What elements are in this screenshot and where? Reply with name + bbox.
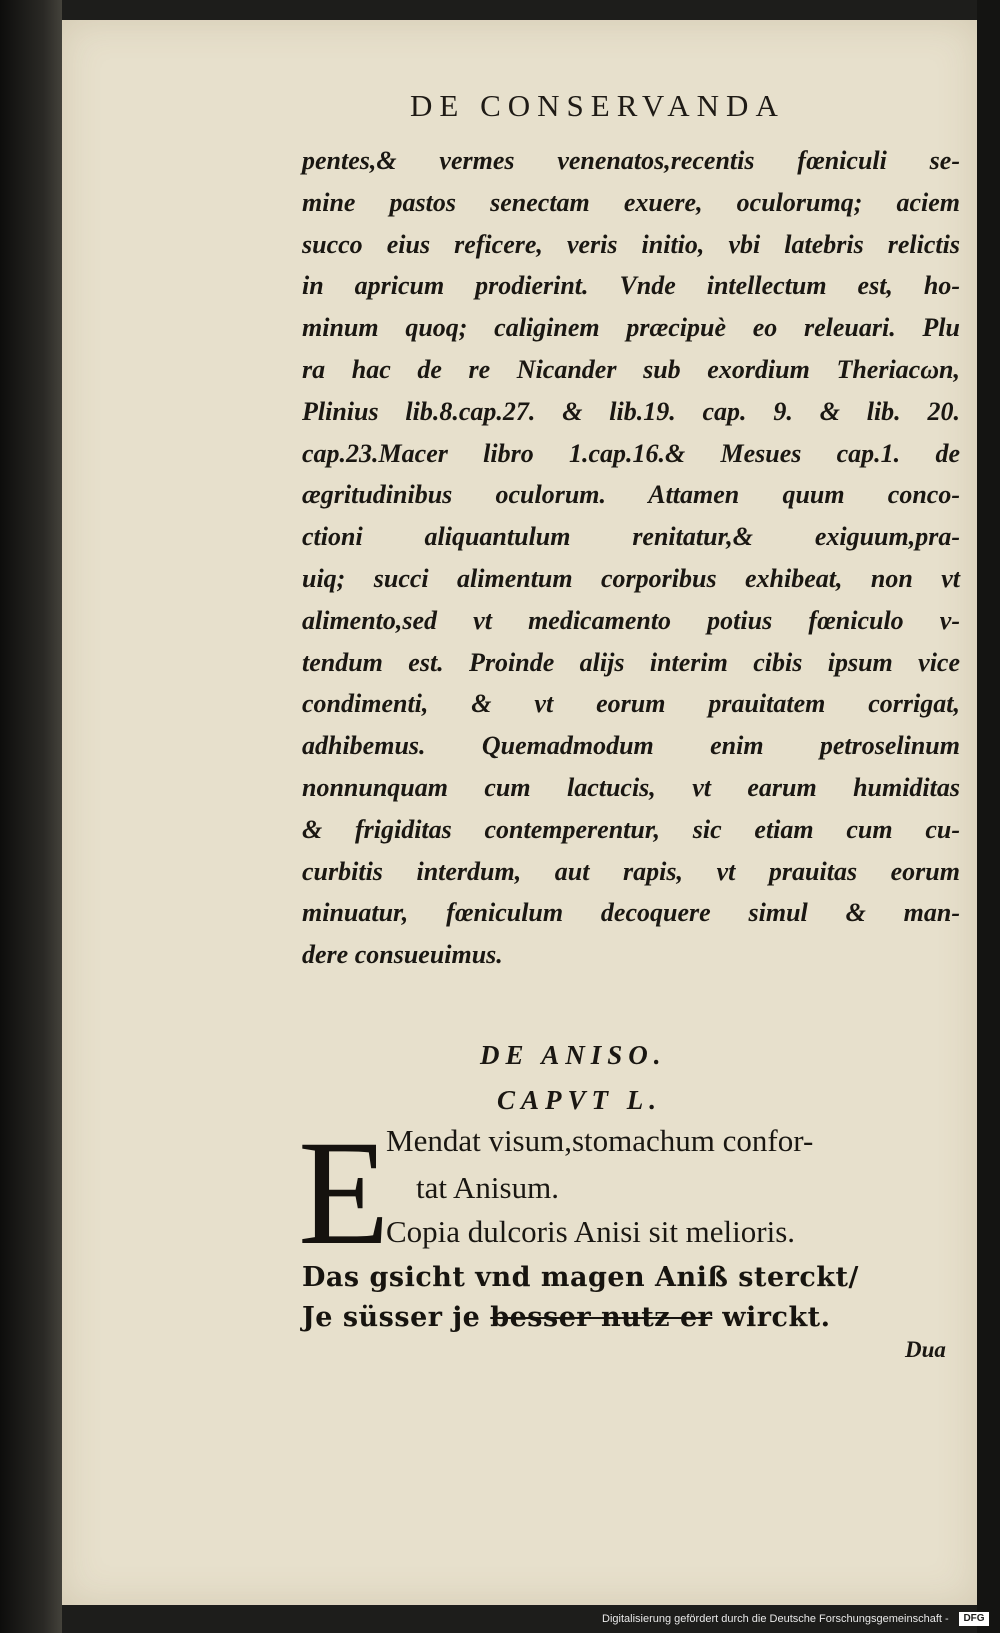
text-line: condimenti, & vt eorum prauitatem corrigat, [302,689,960,719]
verse-line-1: Mendat visum,stomachum confor- [386,1123,814,1158]
text-line: uiq; succi alimentum corporibus exhibeat, non vt [302,563,960,593]
text-line: minum quoq; caliginem præcipuè eo releuari. Plu [302,313,960,343]
drop-cap-initial: E [298,1110,390,1276]
text-line: cap.23.Macer libro 1.cap.16.& Mesues cap.1. de [302,438,960,468]
text-line: pentes,& vermes venenatos,recentis fœniculi se- [302,146,960,175]
scan-edge [977,0,1000,1633]
catchword: Dua [905,1337,946,1362]
text-line: succo eius reficere, veris initio, vbi latebris relictis [302,229,960,259]
german-verse-line-2 [302,1302,831,1333]
text-line: ra hac de re Nicander sub exordium Theriacωn, [302,354,960,384]
text-line: ctioni aliquantulum renitatur,& exiguum,pra- [302,522,960,552]
text-line: in apricum prodierint. Vnde intellectum est, ho- [302,271,960,301]
text-line: nonnunquam cum lactucis, vt earum humiditas [302,772,960,802]
text-line: mine pastos senectam exuere, oculorumq; aciem [302,187,960,217]
dfg-logo: DFG [959,1612,989,1626]
running-header: DE CONSERVANDA [410,88,785,123]
verse-line-2: tat Anisum. [416,1170,559,1205]
text-line: dere consueuimus. [302,940,503,970]
struck-text: besser nutz er [490,1302,713,1333]
text-line: & frigiditas contemperentur, sic etiam cum cu- [302,814,960,844]
text-line: adhibemus. Quemadmodum enim petroselinum [302,731,960,761]
text-line: ægritudinibus oculorum. Attamen quum conco- [302,480,960,510]
text-line: tendum est. Proinde alijs interim cibis ipsum vice [302,647,960,677]
body-text [302,140,960,976]
text-line: alimento,sed vt medicamento potius fœniculo v- [302,605,960,635]
digitization-footer: Digitalisierung gefördert durch die Deutsche Forschungsgemeinschaft - [602,1613,949,1625]
section-title: DE ANISO. [480,1040,667,1070]
text-line: Plinius lib.8.cap.27. & lib.19. cap. 9. & lib. 20. [302,396,960,426]
text-line: curbitis interdum, aut rapis, vt prauitas eorum [302,856,960,886]
german-text: wirckt. [712,1302,831,1333]
verse-line-3: Copia dulcoris Anisi sit melioris. [386,1214,796,1249]
german-verse-line-1: Das gsicht vnd magen Aniß sterckt/ [302,1262,859,1293]
book-spine-shadow [0,0,62,1633]
text-line: minuatur, fœniculum decoquere simul & man- [302,898,960,928]
german-text: Je süsser je [302,1302,491,1333]
chapter-heading: CAPVT L. [497,1085,663,1115]
